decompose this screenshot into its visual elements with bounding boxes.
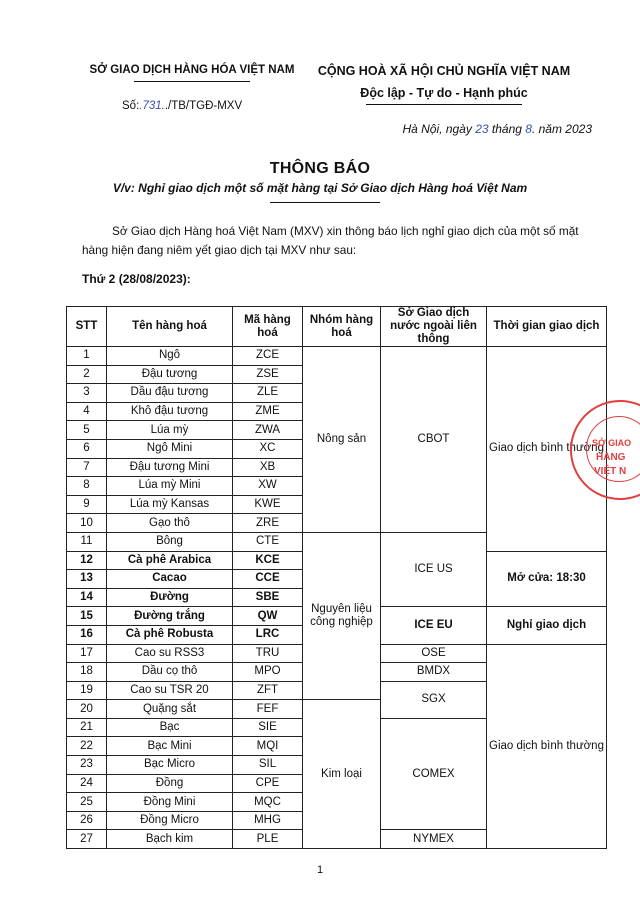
cell-name: Dầu đậu tương	[107, 384, 233, 403]
table-row	[67, 347, 607, 366]
stamp-text-2: HÀNG	[596, 452, 626, 463]
cell-stt: 19	[67, 681, 107, 700]
cell-code: KCE	[233, 551, 303, 570]
intro-paragraph	[82, 222, 592, 260]
time-open: Mở cửa: 18:30	[487, 551, 607, 607]
exchange-comex: COMEX	[381, 718, 487, 830]
republic-header	[310, 64, 578, 105]
cell-code: FEF	[233, 700, 303, 719]
org-underline	[134, 81, 250, 82]
cell-stt: 17	[67, 644, 107, 663]
exchange-ose: OSE	[381, 644, 487, 663]
cell-code: XW	[233, 477, 303, 496]
exchange-bmdx: BMDX	[381, 663, 487, 682]
cell-stt: 10	[67, 514, 107, 533]
cell-stt: 7	[67, 458, 107, 477]
cell-stt: 21	[67, 718, 107, 737]
cell-code: TRU	[233, 644, 303, 663]
cell-name: Cà phê Arabica	[107, 551, 233, 570]
date-prefix: Hà Nội, ngày	[402, 122, 472, 136]
header-group: Nhóm hàng hoá	[303, 307, 381, 347]
header-stt: STT	[67, 307, 107, 347]
cell-name: Bạch kim	[107, 830, 233, 849]
cell-stt: 11	[67, 532, 107, 551]
org-name: SỞ GIAO DỊCH HÀNG HÓA VIỆT NAM	[89, 64, 295, 76]
cell-code: SBE	[233, 588, 303, 607]
cell-code: MQI	[233, 737, 303, 756]
cell-stt: 26	[67, 811, 107, 830]
cell-stt: 15	[67, 607, 107, 626]
cell-name: Lúa mỳ Kansas	[107, 495, 233, 514]
cell-stt: 20	[67, 700, 107, 719]
cell-stt: 8	[67, 477, 107, 496]
cell-name: Ngô Mini	[107, 439, 233, 458]
notice-title: THÔNG BÁO	[269, 160, 371, 177]
header-time: Thời gian giao dịch	[487, 307, 607, 347]
cell-code: MQC	[233, 793, 303, 812]
cell-code: PLE	[233, 830, 303, 849]
exchange-ice-eu: ICE EU	[381, 607, 487, 644]
cell-stt: 4	[67, 402, 107, 421]
group-nong-san: Nông sản	[303, 347, 381, 533]
cell-stt: 5	[67, 421, 107, 440]
cell-name: Ngô	[107, 347, 233, 366]
cell-name: Lúa mỳ Mini	[107, 477, 233, 496]
document-number	[122, 100, 242, 112]
subtitle-underline	[270, 202, 380, 203]
cell-code: QW	[233, 607, 303, 626]
stamp-text-1: SỞ GIAO	[592, 438, 632, 448]
cell-stt: 24	[67, 774, 107, 793]
cell-code: LRC	[233, 625, 303, 644]
group-nguyen-lieu: Nguyên liệu công nghiệp	[303, 532, 381, 699]
cell-stt: 25	[67, 793, 107, 812]
exchange-sgx: SGX	[381, 681, 487, 718]
cell-stt: 14	[67, 588, 107, 607]
cell-name: Cacao	[107, 570, 233, 589]
day-heading: Thứ 2 (28/08/2023):	[82, 272, 191, 286]
header-exchange: Sở Giao dịch nước ngoài liên thông	[381, 307, 487, 347]
cell-stt: 2	[67, 365, 107, 384]
cell-code: ZCE	[233, 347, 303, 366]
cell-code: KWE	[233, 495, 303, 514]
cell-code: XB	[233, 458, 303, 477]
cell-name: Bạc Mini	[107, 737, 233, 756]
cell-stt: 27	[67, 830, 107, 849]
cell-name: Đường trắng	[107, 607, 233, 626]
cell-code: ZFT	[233, 681, 303, 700]
exchange-nymex: NYMEX	[381, 830, 487, 849]
date-month: 8	[525, 122, 532, 136]
cell-name: Đồng Micro	[107, 811, 233, 830]
cell-code: CTE	[233, 532, 303, 551]
cell-stt: 23	[67, 756, 107, 775]
cell-stt: 13	[67, 570, 107, 589]
cell-name: Cao su TSR 20	[107, 681, 233, 700]
republic-name: CỘNG HOÀ XÃ HỘI CHỦ NGHĨA VIỆT NAM	[317, 64, 571, 78]
cell-name: Đậu tương Mini	[107, 458, 233, 477]
cell-stt: 16	[67, 625, 107, 644]
cell-code: ZSE	[233, 365, 303, 384]
cell-name: Đồng	[107, 774, 233, 793]
cell-code: XC	[233, 439, 303, 458]
header-code: Mã hàng hoá	[233, 307, 303, 347]
intro-text: Sở Giao dịch Hàng hoá Việt Nam (MXV) xin thông báo lịch nghỉ giao dịch của một số mặt hàng hiện đang niêm yết giao dịch tại MXV như sau:	[82, 224, 579, 257]
time-closed: Nghỉ giao dịch	[487, 607, 607, 644]
doc-no-suffix: ./TB/TGĐ-MXV	[164, 100, 243, 112]
cell-name: Gạo thô	[107, 514, 233, 533]
cell-stt: 22	[67, 737, 107, 756]
cell-name: Cao su RSS3	[107, 644, 233, 663]
org-header	[82, 64, 302, 82]
cell-name: Quặng sắt	[107, 700, 233, 719]
cell-stt: 18	[67, 663, 107, 682]
cell-name: Đồng Mini	[107, 793, 233, 812]
notice-subtitle: V/v: Nghỉ giao dịch một số mặt hàng tại Sở Giao dịch Hàng hoá Việt Nam	[112, 181, 528, 195]
cell-code: ZWA	[233, 421, 303, 440]
header-name: Tên hàng hoá	[107, 307, 233, 347]
cell-code: MPO	[233, 663, 303, 682]
cell-code: ZRE	[233, 514, 303, 533]
cell-code: MHG	[233, 811, 303, 830]
date-month-label: tháng	[491, 122, 522, 136]
cell-stt: 3	[67, 384, 107, 403]
exchange-ice-us: ICE US	[381, 532, 487, 606]
holiday-schedule-table	[66, 306, 607, 849]
cell-stt: 1	[67, 347, 107, 366]
cell-name: Đường	[107, 588, 233, 607]
table-header-row	[67, 307, 607, 347]
date-day: 23	[475, 122, 489, 136]
document-date	[360, 122, 592, 136]
cell-name: Lúa mỳ	[107, 421, 233, 440]
cell-stt: 12	[67, 551, 107, 570]
cell-name: Cà phê Robusta	[107, 625, 233, 644]
cell-name: Bạc Micro	[107, 756, 233, 775]
page-number: 1	[316, 864, 324, 876]
cell-code: ZLE	[233, 384, 303, 403]
motto-underline	[366, 104, 522, 105]
cell-name: Bông	[107, 532, 233, 551]
cell-name: Khô đậu tương	[107, 402, 233, 421]
time-normal-2: Giao dịch bình thường	[487, 644, 607, 849]
cell-code: SIE	[233, 718, 303, 737]
date-year: . năm 2023	[531, 122, 592, 136]
cell-name: Dầu cọ thô	[107, 663, 233, 682]
cell-name: Đậu tương	[107, 365, 233, 384]
cell-stt: 9	[67, 495, 107, 514]
stamp-text-3: VIỆT N	[594, 466, 627, 477]
doc-no-handwritten: .731.	[139, 100, 165, 112]
exchange-cbot: CBOT	[381, 347, 487, 533]
cell-code: SIL	[233, 756, 303, 775]
motto: Độc lập - Tự do - Hạnh phúc	[360, 86, 528, 100]
cell-code: CPE	[233, 774, 303, 793]
cell-stt: 6	[67, 439, 107, 458]
cell-code: CCE	[233, 570, 303, 589]
doc-no-prefix: Số:	[122, 100, 140, 112]
group-kim-loai: Kim loại	[303, 700, 381, 849]
cell-code: ZME	[233, 402, 303, 421]
time-normal-1: Giao dịch bình thường	[487, 347, 607, 552]
cell-name: Bạc	[107, 718, 233, 737]
